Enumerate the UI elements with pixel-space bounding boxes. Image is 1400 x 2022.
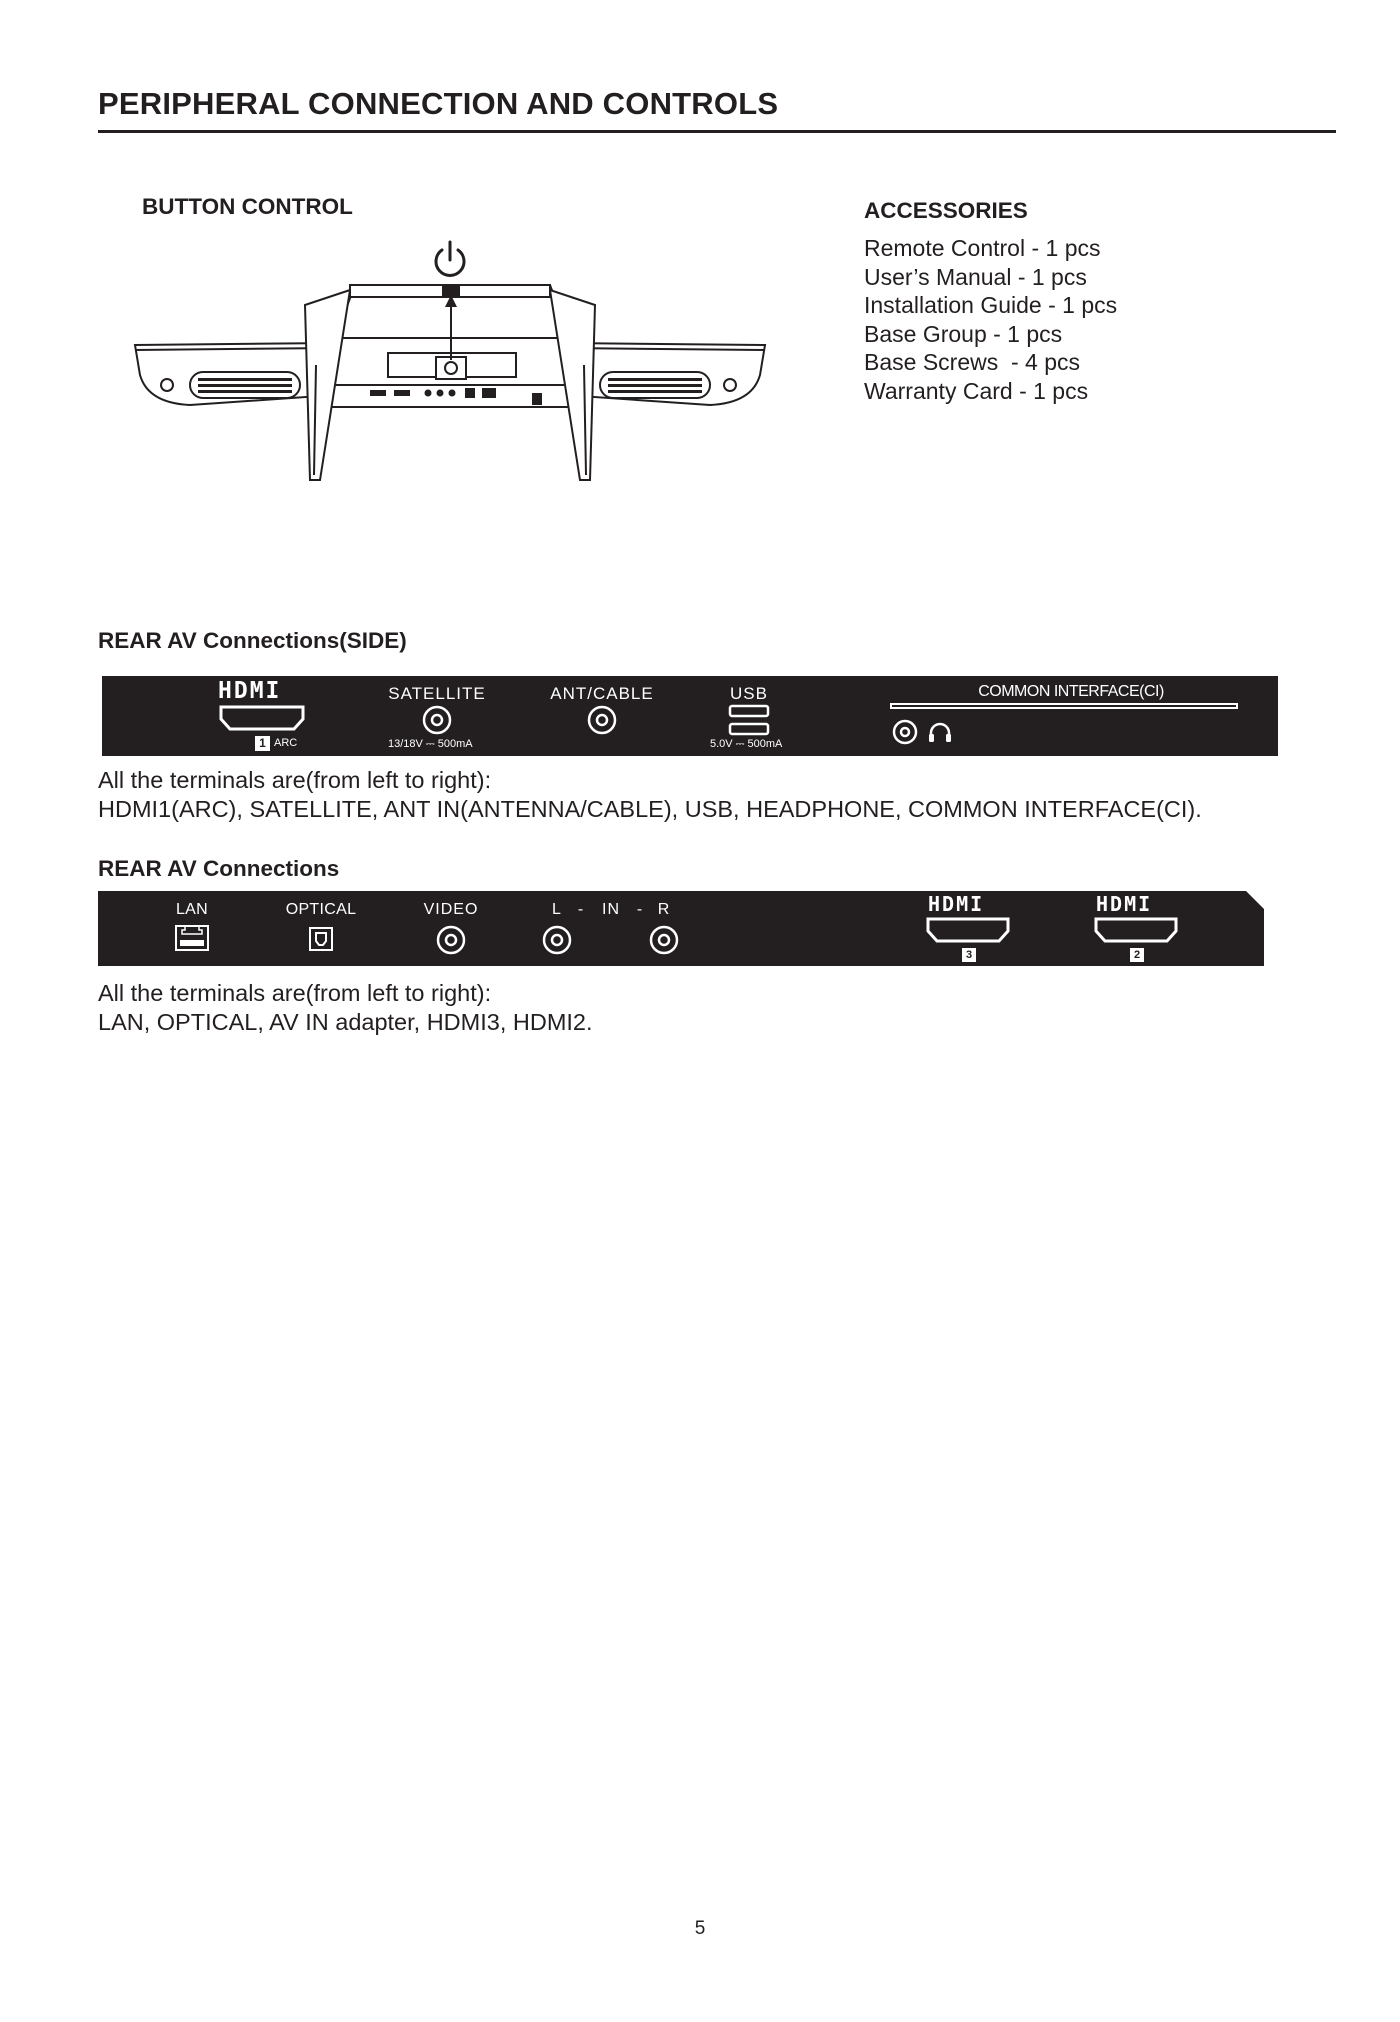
rear-heading: REAR AV Connections <box>98 856 340 881</box>
audio-l-label: L <box>552 901 562 918</box>
video-label: VIDEO <box>423 901 479 918</box>
accessory-item: Warranty Card - 1 pcs <box>864 377 1089 404</box>
ant-cable-label: ANT/CABLE <box>550 684 654 703</box>
audio-r-port-icon <box>649 925 679 955</box>
accessories-heading: ACCESSORIES <box>864 198 1028 223</box>
usb-label: USB <box>730 684 768 703</box>
hdmi-1-logo: HDMI <box>218 678 282 704</box>
accessories-list <box>864 234 1117 406</box>
hdmi-2-port-icon <box>1093 916 1179 944</box>
accessory-item: User’s Manual - 1 pcs <box>864 263 1087 290</box>
optical-port-icon <box>308 926 334 952</box>
usb-sub: 5.0V ⎓ 500mA <box>710 738 783 750</box>
audio-dash-left: - <box>577 901 585 918</box>
ci-label: COMMON INTERFACE(CI) <box>978 683 1164 700</box>
accessory-item: Installation Guide - 1 pcs <box>864 292 1118 319</box>
title-rule <box>98 130 1336 133</box>
usb-port-icon <box>728 704 770 736</box>
description-line: HDMI1(ARC), SATELLITE, ANT IN(ANTENNA/CABLE), USB, HEADPHONE, COMMON INTERFACE(CI). <box>98 796 1202 822</box>
page-title: PERIPHERAL CONNECTION AND CONTROLS <box>98 86 779 121</box>
satellite-port-icon <box>422 705 452 735</box>
optical-label: OPTICAL <box>285 901 357 918</box>
ci-slot <box>890 703 1238 709</box>
hdmi-3-logo: HDMI <box>928 892 985 916</box>
hdmi-2-logo: HDMI <box>1096 892 1153 916</box>
audio-l-port-icon <box>542 925 572 955</box>
description-line: LAN, OPTICAL, AV IN adapter, HDMI3, HDMI2. <box>98 1009 593 1035</box>
hdmi-2-number: 2 <box>1130 948 1144 962</box>
accessory-item: Remote Control - 1 pcs <box>864 235 1101 261</box>
hdmi-1-sub: ARC <box>274 737 298 749</box>
hdmi-3-number: 3 <box>962 948 976 962</box>
button-control-heading: BUTTON CONTROL <box>142 194 353 219</box>
audio-dash-right: - <box>636 901 644 918</box>
accessory-item: Base Screws - 4 pcs <box>864 349 1081 376</box>
lan-port-icon <box>174 924 210 952</box>
lan-label: LAN <box>175 901 209 918</box>
hdmi-1-number: 1 <box>255 736 270 751</box>
headphone-icon <box>928 721 952 743</box>
rear-side-description <box>98 766 1202 824</box>
hdmi-1-port-icon <box>218 704 306 732</box>
video-port-icon <box>436 925 466 955</box>
rear-side-heading: REAR AV Connections(SIDE) <box>98 628 407 653</box>
accessory-item: Base Group - 1 pcs <box>864 320 1063 347</box>
audio-in-label: IN <box>602 901 620 918</box>
headphone-jack-icon <box>892 719 918 745</box>
description-line: All the terminals are(from left to right): <box>98 767 492 793</box>
satellite-sub: 13/18V ⎓ 500mA <box>388 738 473 750</box>
page-number: 5 <box>694 1918 706 1939</box>
satellite-label: SATELLITE <box>388 684 486 703</box>
rear-description <box>98 979 593 1037</box>
ant-cable-port-icon <box>587 705 617 735</box>
audio-r-label: R <box>657 901 671 918</box>
description-line: All the terminals are(from left to right): <box>98 980 492 1006</box>
power-icon <box>432 240 468 282</box>
hdmi-3-port-icon <box>925 916 1011 944</box>
